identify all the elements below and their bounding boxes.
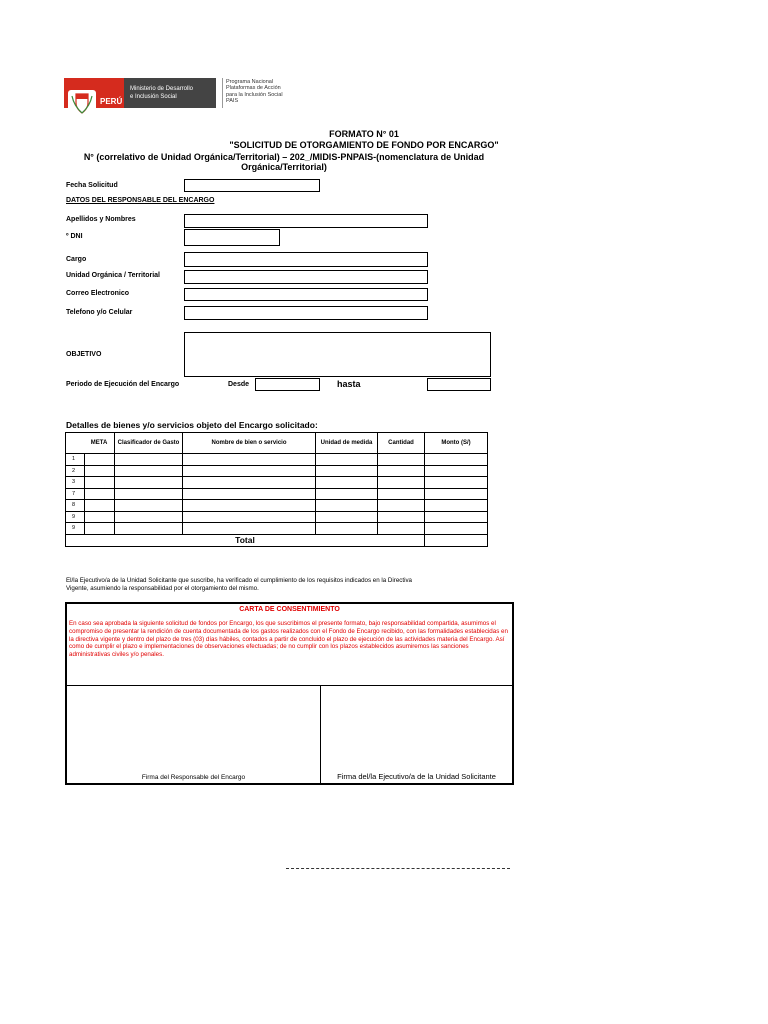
table-row[interactable] [66,523,488,535]
table-row[interactable] [66,511,488,523]
table-row[interactable] [66,500,488,512]
cargo-field[interactable] [184,252,428,267]
telefono-field[interactable] [184,306,428,320]
col-monto: Monto (S/) [425,433,488,454]
cargo-label: Cargo [66,256,87,263]
total-value-cell[interactable] [425,534,488,546]
header-logo [64,68,290,116]
table-row[interactable] [66,465,488,477]
hasta-label: hasta [337,379,361,389]
signature-label-responsable: Firma del Responsable del Encargo [141,774,246,781]
details-table [65,432,488,547]
desde-label: Desde [228,381,250,388]
unidad-field[interactable] [184,270,428,284]
telefono-label: Telefono y/o Celular [66,309,133,316]
objetivo-field[interactable] [184,332,491,377]
declaration-line-1: El/la Ejecutivo/a de la Unidad Solicitante que suscribe, ha verificado el cumplimiento de los requisitos indicados en la Directiva [66,577,412,584]
signature-label-ejecutivo: Firma del/la Ejecutivo/a de la Unidad Solicitante [337,772,496,781]
signature-area-ejecutivo[interactable] [321,686,512,783]
col-nombre: Nombre de bien o servicio [183,433,316,454]
total-label: Total [66,534,425,546]
ministry-line-2: e Inclusión Social [130,94,177,100]
logo-divider [222,78,223,108]
dni-field[interactable] [184,229,280,246]
table-header-row [66,433,488,454]
program-line-4: PAIS [226,98,239,105]
numero-line-1: N° (correlativo de Unidad Orgánica/Territorial) – 202_/MIDIS-PNPAIS-(nomenclatura de Unidad [83,152,485,162]
row-number: 9 [66,511,85,523]
row-number: 3 [66,477,85,489]
consent-body: En caso sea aprobada la siguiente solicitud de fondos por Encargo, los que suscribimos el presente formato, bajo responsabilidad compartida, asumimos el compromiso de presentar la rendición de cuenta documentada de los gastos realizados con el Fondo de Encargo recibido, con las formalidades establecidas en la directiva vigente y dentro del plazo de tres (03) días hábiles, contados a partir de concluido el plazo de ejecución de las actividades materia del Encargo. Así como de cumplir el plazo e implementaciones de observaciones efectuadas; de no cumplir con los plazos establecidos asumiremos las sanciones administrativas civiles y/o penales. [69,620,508,659]
ministry-line-1: Ministerio de Desarrollo [130,86,194,92]
desde-field[interactable] [255,378,320,391]
col-clasificador: Clasificador de Gasto [115,433,183,454]
correo-label: Correo Electronico [66,290,130,297]
dni-label: º DNI [66,233,83,240]
program-line-2: Plataformas de Acción [226,85,281,92]
total-row [66,534,488,546]
apellidos-label: Apellidos y Nombres [66,216,136,223]
program-name [226,79,283,105]
ministry-block [124,78,216,108]
declaration-text [66,577,412,593]
row-number: 8 [66,500,85,512]
details-title: Detalles de bienes y/o servicios objeto del Encargo solicitado: [66,420,318,430]
formato-title: FORMATO N° 01 [329,129,399,139]
periodo-label: Periodo de Ejecución del Encargo [66,381,180,388]
table-row[interactable] [66,477,488,489]
unidad-label: Unidad Orgánica / Territorial [66,272,161,279]
numero-line-2: Orgánica/Territorial) [241,162,327,172]
row-number: 7 [66,488,85,500]
row-number: 9 [66,523,85,535]
table-row[interactable] [66,454,488,466]
fecha-solicitud-field[interactable] [184,179,320,192]
bottom-dashed-line [286,868,510,869]
program-line-3: para la Inclusión Social [226,91,283,98]
section-title: DATOS DEL RESPONSABLE DEL ENCARGO [66,197,215,204]
table-row[interactable] [66,488,488,500]
consent-title: CARTA DE CONSENTIMIENTO [239,606,340,613]
col-cantidad: Cantidad [378,433,425,454]
hasta-field[interactable] [427,378,491,391]
peru-brand-block [64,78,124,108]
col-meta: META [84,433,115,454]
solicitud-title: "SOLICITUD DE OTORGAMIENTO DE FONDO POR ENCARGO" [229,140,499,150]
program-line-1: Programa Nacional [226,79,274,85]
table-header-index [66,433,85,454]
consent-box [65,602,514,785]
signature-area-responsable[interactable] [67,686,320,783]
row-number: 2 [66,465,85,477]
apellidos-field[interactable] [184,214,428,228]
coat-of-arms-icon [68,90,96,116]
correo-field[interactable] [184,288,428,301]
col-unidad: Unidad de medida [316,433,378,454]
declaration-line-2: Vigente, asumiendo la responsabilidad por el otorgamiento del mismo. [66,585,259,592]
objetivo-label: OBJETIVO [66,351,102,358]
row-number: 1 [66,454,85,466]
fecha-solicitud-label: Fecha Solicitud [66,182,118,189]
country-label: PERÚ [100,97,123,106]
